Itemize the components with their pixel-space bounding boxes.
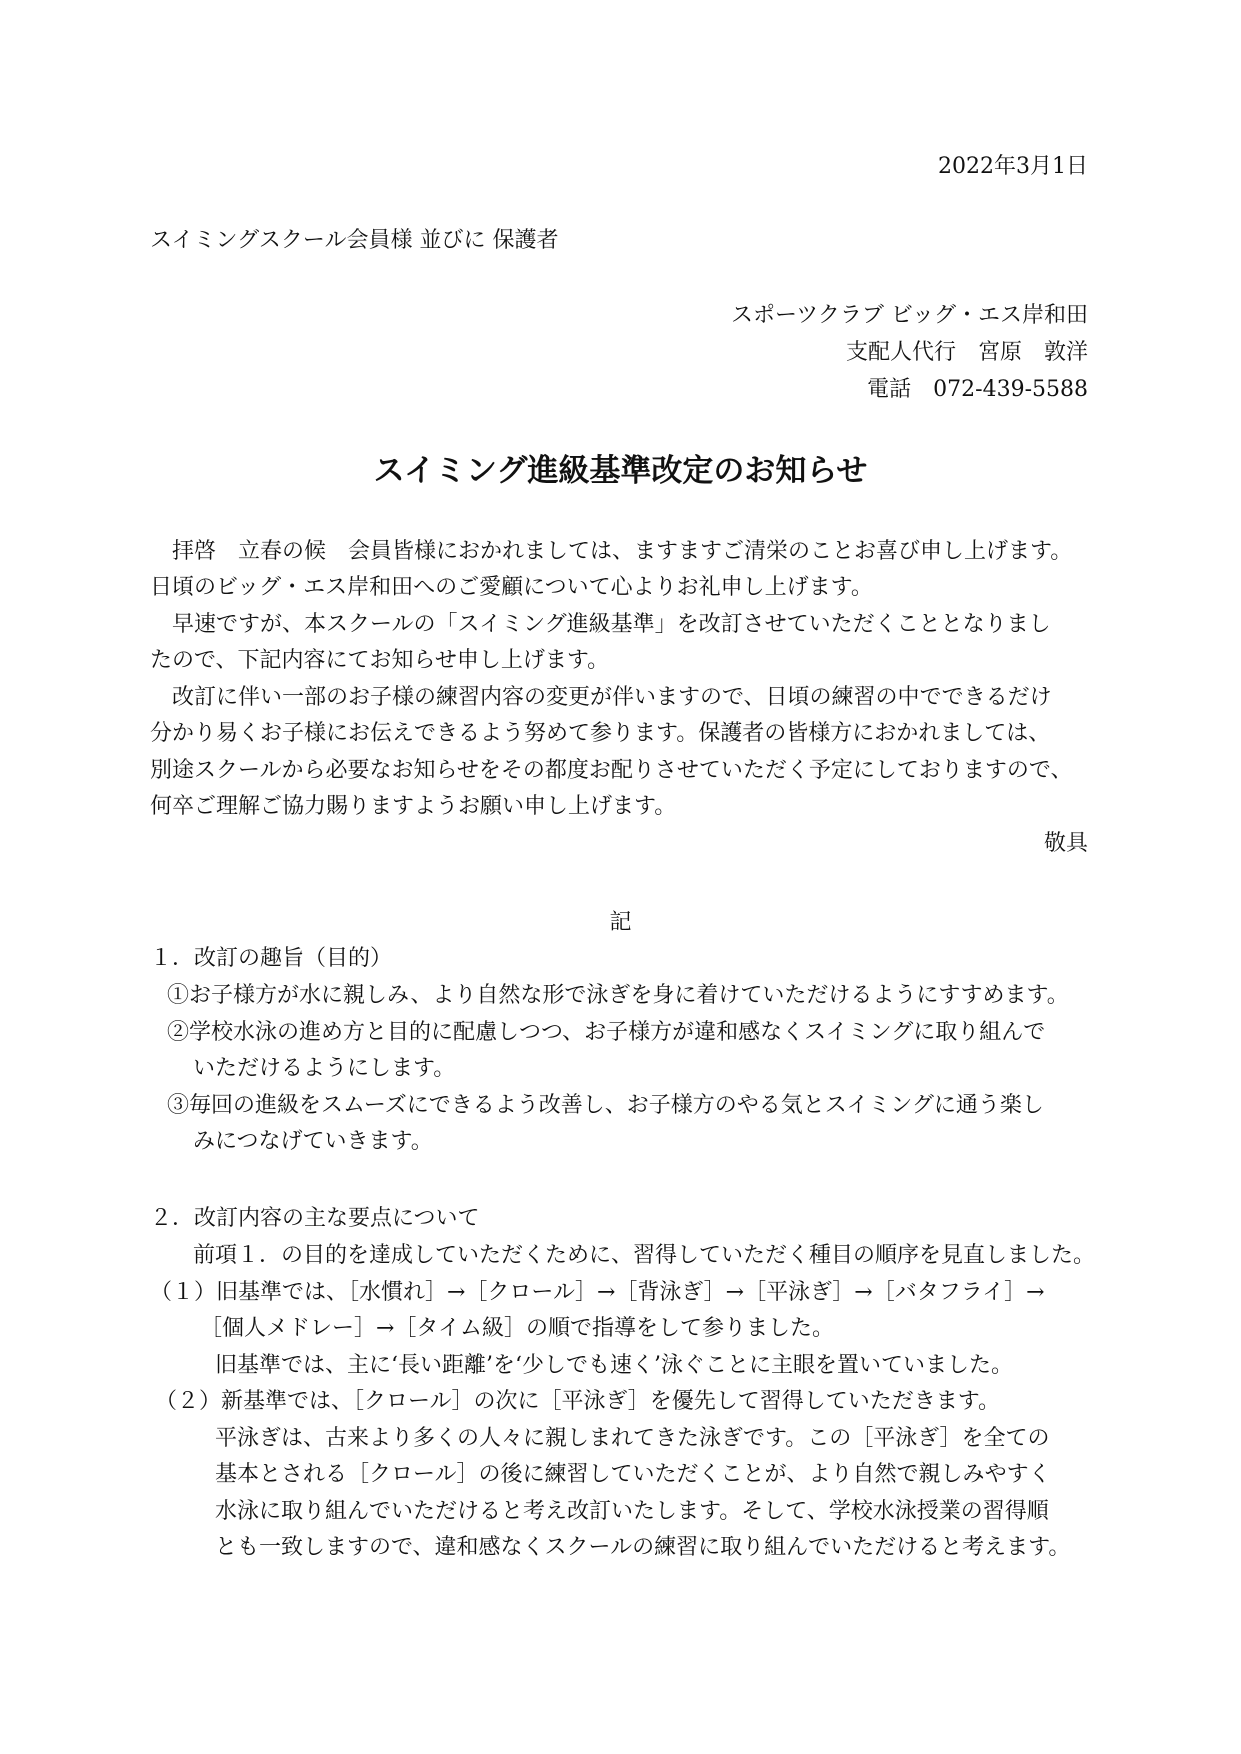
section-2-sub-2-line-4: 水泳に取り組んでいただけると考え改訂いたします。そして、学校水泳授業の習得順 [215,1499,1049,1524]
body-paragraph-3-line-2: 分かり易くお子様にお伝えできるよう努めて参ります。保護者の皆様方におかれましては、 [150,721,1051,746]
body-paragraph-2-line-2: たので、下記内容にてお知らせ申し上げます。 [150,648,610,673]
section-1-item-3-line-2: みにつなげていきます。 [193,1129,433,1154]
body-paragraph-3-line-3: 別途スクールから必要なお知らせをその都度お配りさせていただく予定にしておりますので、 [150,758,1073,783]
closing-word: 敬具 [1043,831,1088,856]
body-paragraph-3-line-4: 何卒ご理解ご協力賜りますようお願い申し上げます。 [150,794,677,819]
sender-phone: 電話 072-439-5588 [867,377,1088,402]
section-2-sub-1-line-3: 旧基準では、主に‘長い距離’を‘少しでも速く’泳ぐことに主眼を置いていました。 [215,1353,1013,1378]
body-paragraph-1-line-1: 拝啓 立春の候 会員皆様におかれましては、ますますご清栄のことお喜び申し上げます。 [172,539,1073,564]
section-2-sub-2-line-2: 平泳ぎは、古来より多くの人々に親しまれてきた泳ぎです。この［平泳ぎ］を全ての [215,1426,1050,1451]
record-mark: 記 [609,910,632,935]
document-date: 2022年3月1日 [938,154,1088,179]
section-2-sub-1-line-2: ［個人メドレー］→［タイム級］の順で指導をして参りました。 [200,1316,834,1341]
section-2-sub-2-line-3: 基本とされる［クロール］の後に練習していただくことが、より自然で親しみやすく [215,1462,1051,1487]
body-paragraph-3-line-1: 改訂に伴い一部のお子様の練習内容の変更が伴いますので、日頃の練習の中でできるだけ [172,685,1052,710]
section-1-heading: １．改訂の趣旨（目的） [150,946,393,971]
sender-person: 支配人代行 宮原 敦洋 [845,340,1088,365]
section-2-sub-1-line-1: （１）旧基準では、［水慣れ］→［クロール］→［背泳ぎ］→［平泳ぎ］→［バタフライ］→ [150,1280,1045,1305]
document-title: スイミング進級基準改定のお知らせ [373,453,868,489]
body-paragraph-2-line-1: 早速ですが、本スクールの「スイミング進級基準」を改訂させていただくこととなりまし [172,612,1051,637]
section-2-sub-2-line-1: （２）新基準では、［クロール］の次に［平泳ぎ］を優先して習得していただきます。 [155,1389,1001,1414]
section-1-item-1: ①お子様方が水に親しみ、より自然な形で泳ぎを身に着けていただけるようにすすめます。 [167,983,1069,1008]
body-paragraph-1-line-2: 日頃のビッグ・エス岸和田へのご愛顧について心よりお礼申し上げます。 [150,575,873,600]
recipient-line: スイミングスクール会員様 並びに 保護者 [150,228,559,253]
section-2-heading: ２．改訂内容の主な要点について [150,1206,480,1231]
section-1-item-3-line-1: ③毎回の進級をスムーズにできるよう改善し、お子様方のやる気とスイミングに通う楽し [167,1093,1044,1118]
section-1-item-2-line-2: いただけるようにします。 [193,1056,456,1081]
section-2-intro: 前項１．の目的を達成していただくために、習得していただく種目の順序を見直しました。 [193,1243,1096,1268]
section-2-sub-2-line-5: とも一致しますので、違和感なくスクールの練習に取り組んでいただけると考えます。 [215,1535,1071,1560]
sender-organization: スポーツクラブ ビッグ・エス岸和田 [730,303,1088,328]
section-1-item-2-line-1: ②学校水泳の進め方と目的に配慮しつつ、お子様方が違和感なくスイミングに取り組んで [167,1020,1046,1045]
